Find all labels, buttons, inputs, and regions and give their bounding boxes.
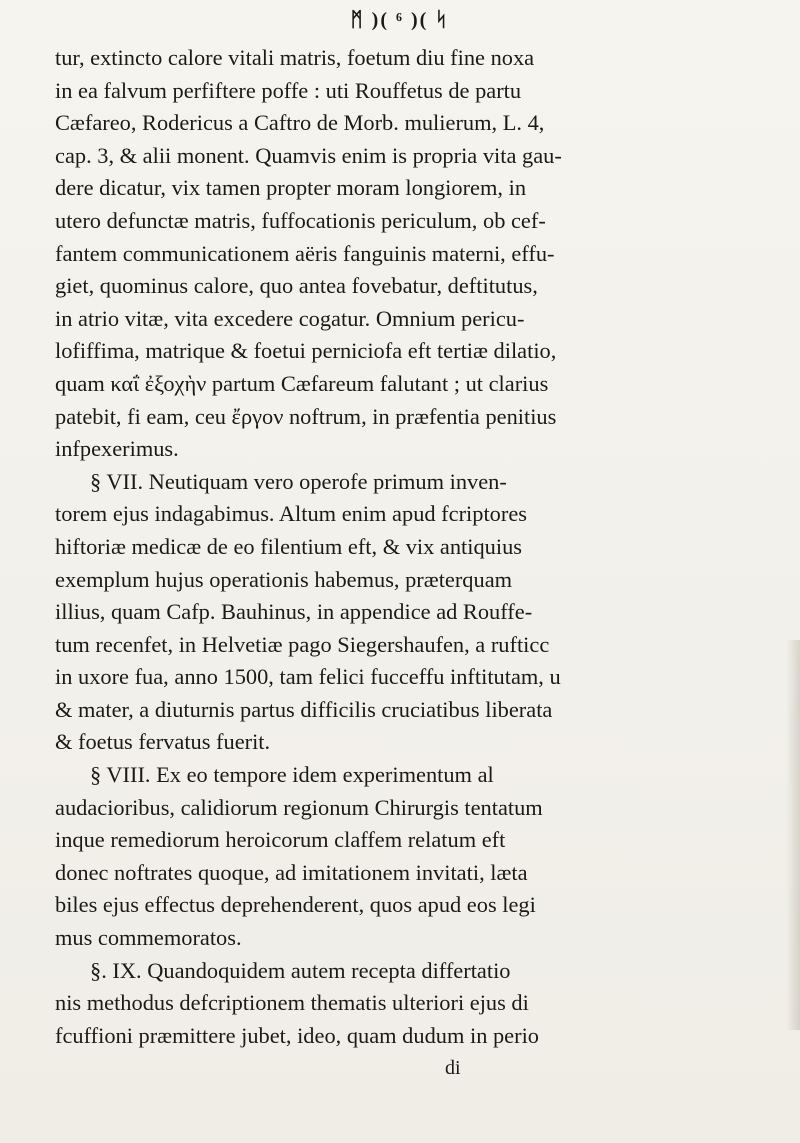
text-line-11: quam καΐ ἐξοχὴν partum Cæfareum falutant ; ut clarius	[55, 370, 549, 396]
text-line-10: lofiffima, matrique & foetui perniciofa eft tertiæ dilatio,	[55, 338, 557, 364]
text-line-31: fcuffioni præmittere jubet, ideo, quam dudum in perio	[55, 1022, 539, 1048]
text-line-18: illius, quam Cafp. Bauhinus, in appendice ad Rouffe-	[55, 599, 533, 625]
text-line-17: exemplum hujus operationis habemus, præterquam	[55, 566, 513, 592]
catchword: di	[445, 1057, 461, 1080]
text-line-6: utero defunctæ matris, fuffocationis periculum, ob cef-	[55, 207, 546, 233]
text-line-7: fantem communicationem aëris fanguinis materni, effu-	[55, 240, 555, 266]
page-header-ornament: ᛗ )( ⁶ )( ᛋ	[350, 9, 450, 31]
text-line-21: & mater, a diuturnis partus difficilis cruciatibus liberata	[55, 696, 553, 722]
text-line-16: hiftoriæ medicæ de eo filentium eft, & vix antiquius	[55, 533, 523, 559]
text-line-1: tur, extincto calore vitali matris, foetum diu fine noxa	[55, 45, 535, 70]
section-heading-vii: § VII. Neutiquam vero operofe primum inven-	[90, 468, 507, 494]
text-line-5: dere dicatur, vix tamen propter moram longiorem, in	[55, 175, 527, 201]
text-line-12: patebit, fi eam, ceu ἔργον noftrum, in præfentia penitius	[55, 403, 557, 429]
text-line-13: infpexerimus.	[55, 436, 179, 462]
text-line-26: donec noftrates quoque, ad imitationem invitati, læta	[55, 859, 528, 885]
text-line-27: biles ejus effectus deprehenderent, quos apud eos legi	[55, 892, 536, 918]
text-line-25: inque remediorum heroicorum claffem relatum eft	[55, 827, 506, 853]
text-line-20: in uxore fua, anno 1500, tam felici fucceffu inftitutam, u	[55, 664, 561, 690]
section-heading-ix: §. IX. Quandoquidem autem recepta differtatio	[90, 957, 511, 983]
text-line-30: nis methodus defcriptionem thematis ulteriori ejus di	[55, 990, 529, 1016]
section-heading-viii: § VIII. Ex eo tempore idem experimentum al	[90, 762, 494, 788]
main-text	[55, 42, 795, 1085]
text-line-15: torem ejus indagabimus. Altum enim apud fcriptores	[55, 501, 527, 527]
text-line-8: giet, quominus calore, quo antea fovebatur, deftitutus,	[55, 273, 538, 299]
text-line-19: tum recenfet, in Helvetiæ pago Siegershaufen, a rufticc	[55, 631, 550, 657]
text-line-3: Cæfareo, Rodericus a Caftro de Morb. mulierum, L. 4,	[55, 110, 545, 136]
text-line-24: audacioribus, calidiorum regionum Chirurgis tentatum	[55, 794, 543, 820]
text-line-2: in ea falvum perfiftere poffe : uti Rouffetus de partu	[55, 77, 522, 103]
text-line-4: cap. 3, & alii monent. Quamvis enim is propria vita gau-	[55, 142, 562, 168]
text-line-28: mus commemoratos.	[55, 925, 242, 951]
text-line-9: in atrio vitæ, vita excedere cogatur. Omnium pericu-	[55, 305, 525, 331]
text-line-22: & foetus fervatus fuerit.	[55, 729, 271, 755]
